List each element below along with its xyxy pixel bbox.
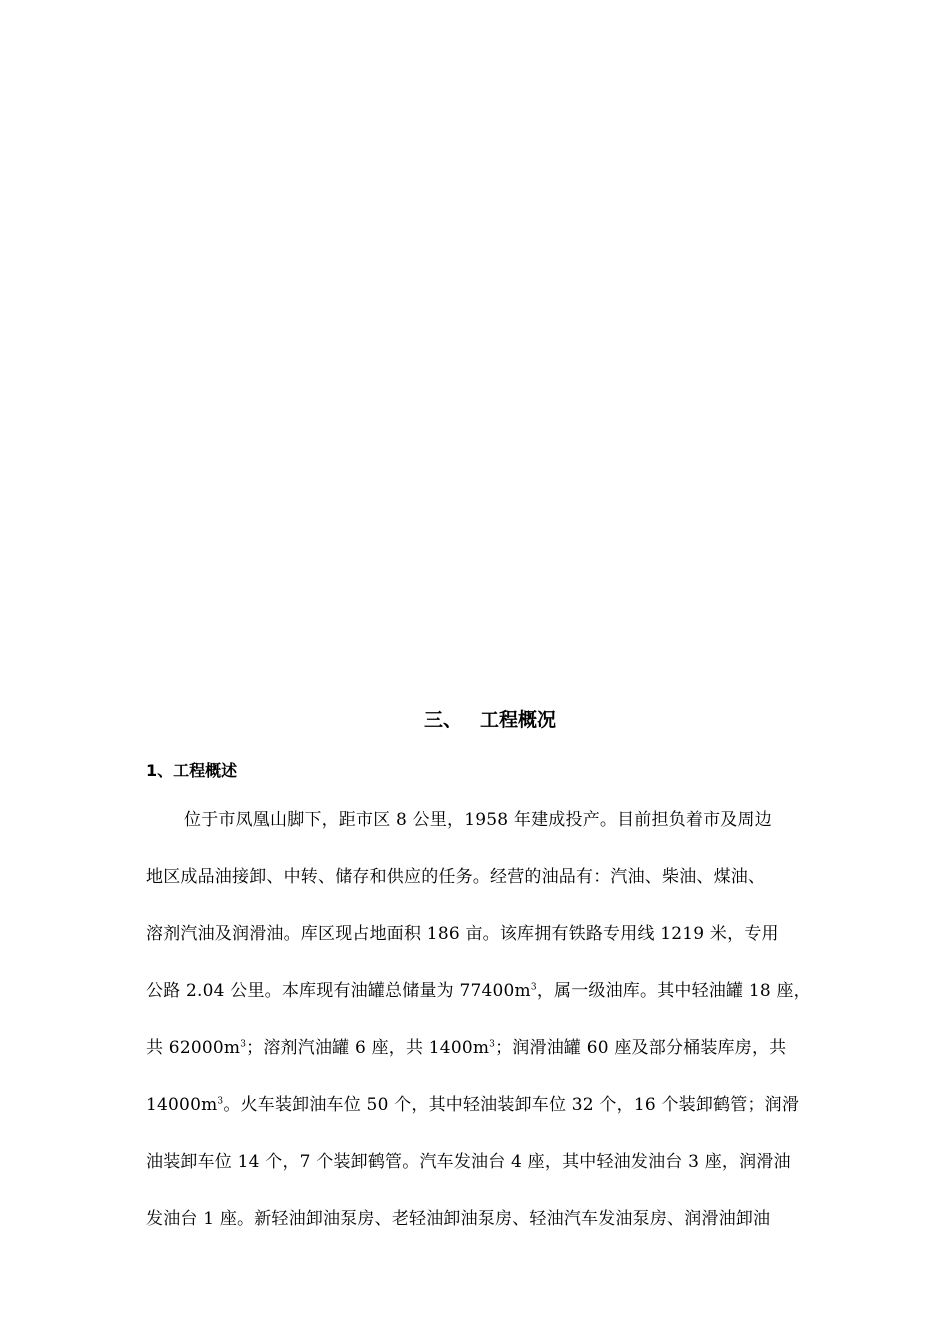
subheading: 1、工程概述 <box>146 761 238 780</box>
section-title-text: 工程概况 <box>480 709 557 731</box>
paragraph-line-7: 油装卸车位 14 个，7 个装卸鹤管。汽车发油台 4 座，其中轻油发油台 3 座，润滑油 <box>146 1152 791 1172</box>
line-5-text-b: ；溶剂汽油罐 6 座，共 1400m <box>246 1038 490 1058</box>
superscript: 3 <box>530 982 537 993</box>
superscript: 3 <box>217 1096 224 1107</box>
line-4-text-a: 公路 2.04 公里。本库现有油罐总储量为 77400m <box>146 981 531 1001</box>
line-5-text-c: ；润滑油罐 60 座及部分桶装库房，共 <box>495 1038 787 1058</box>
section-number: 三、 <box>423 709 462 731</box>
line-4-text-b: ，属一级油库。其中轻油罐 18 座， <box>536 981 811 1001</box>
paragraph-line-8: 发油台 1 座。新轻油卸油泵房、老轻油卸油泵房、轻油汽车发油泵房、润滑油卸油 <box>146 1209 771 1229</box>
paragraph-line-5 <box>146 1035 846 1092</box>
paragraph-line-4 <box>146 978 846 1035</box>
section-title <box>0 707 950 733</box>
paragraph-line-6 <box>146 1092 846 1149</box>
paragraph-line-3: 溶剂汽油及润滑油。库区现占地面积 186 亩。该库拥有铁路专用线 1219 米，专用 <box>146 924 779 944</box>
line-6-text-b: 。火车装卸油车位 50 个，其中轻油装卸车位 32 个，16 个装卸鹤管；润滑 <box>223 1095 800 1115</box>
superscript: 3 <box>489 1039 496 1050</box>
superscript: 3 <box>240 1039 247 1050</box>
line-5-text-a: 共 62000m <box>146 1038 241 1058</box>
paragraph-line-1: 位于市凤凰山脚下，距市区 8 公里，1958 年建成投产。目前担负着市及周边 <box>184 810 772 830</box>
line-6-text-a: 14000m <box>146 1095 218 1115</box>
paragraph-line-2: 地区成品油接卸、中转、储存和供应的任务。经营的油品有：汽油、柴油、煤油、 <box>146 867 766 887</box>
body-paragraph <box>146 807 846 1263</box>
